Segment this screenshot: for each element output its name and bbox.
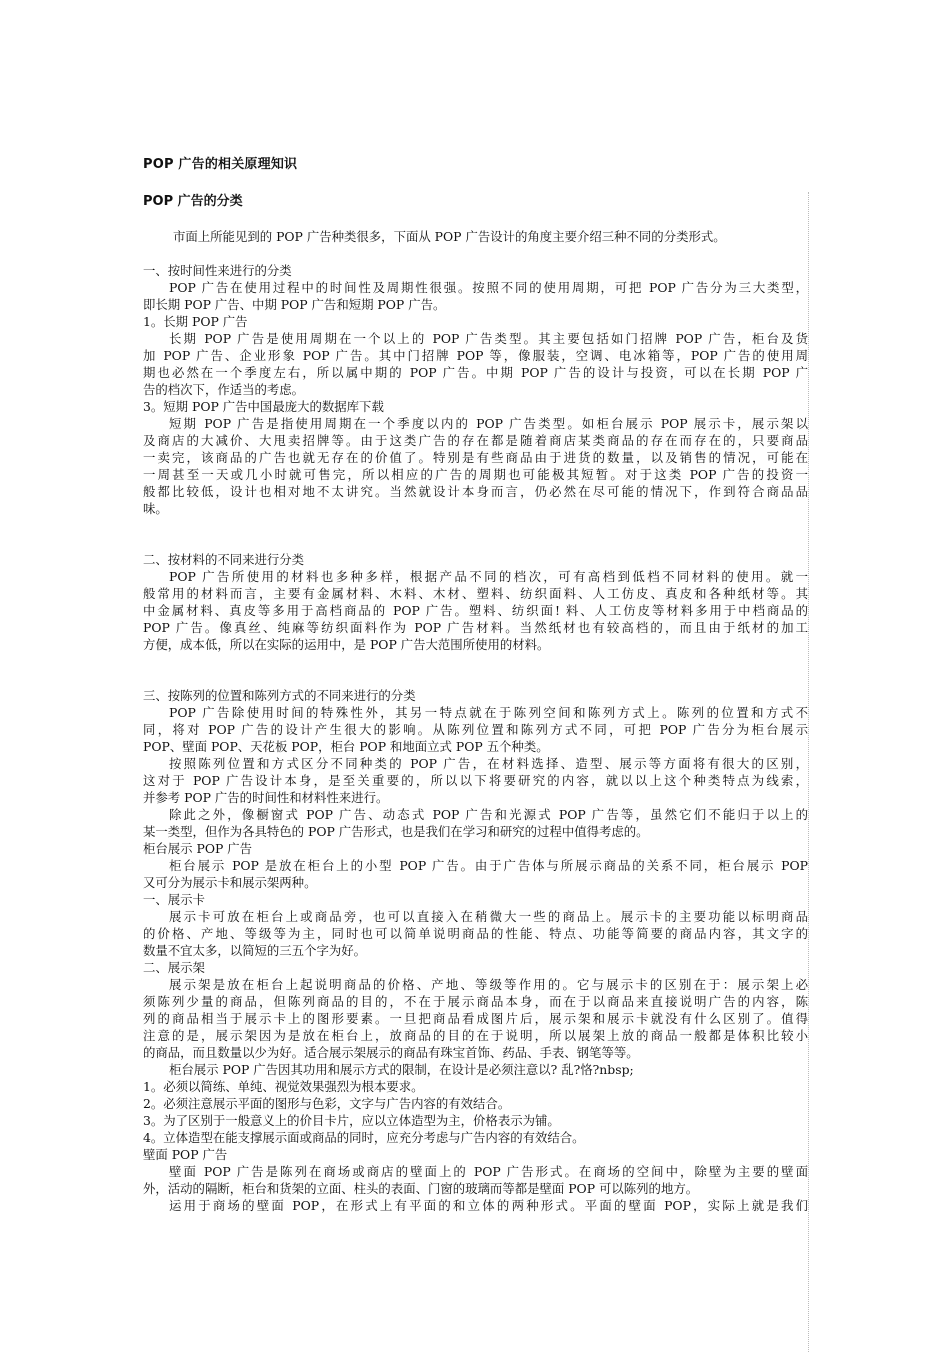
- paragraph-line: 展示架是放在柜台上起说明商品的价格、产地、等级等作用的。它与展示卡的区别在于：展示架上必: [169, 977, 808, 992]
- section-title: POP 广告的分类: [143, 194, 243, 209]
- heading-line: 一、按时间性来进行的分类: [143, 263, 292, 278]
- paragraph-line: POP 广告在使用过程中的时间性及周期性很强。按照不同的使用周期，可把 POP 广告分为三大类型，: [169, 280, 808, 295]
- list-item: 3。为了区别于一般意义上的价目卡片，应以立体造型为主，价格表示为铺。: [143, 1113, 560, 1128]
- paragraph-line: 中金属材料、真皮等多用于高档商品的 POP 广告。塑料、纺织面! 料、人工仿皮等材料多用于中档商品的: [143, 603, 808, 618]
- paragraph-line: 外，活动的隔断，柜台和货架的立面、柱头的表面、门窗的玻璃而等都是壁面 POP 可以陈列的地方。: [143, 1181, 699, 1196]
- heading-line: 二、按材料的不同来进行分类: [143, 552, 305, 567]
- list-item: 4。立体造型在能支撑展示面或商品的同时，应充分考虑与广告内容的有效结合。: [143, 1130, 585, 1145]
- paragraph-line: 加 POP 广告、企业形象 POP 广告。其中门招牌 POP 等，像服装，空调、电冰箱等，POP 广告的使用周: [143, 348, 808, 363]
- paragraph-line: POP 广告所使用的材料也多种多样，根据产品不同的档次，可有高档到低档不同材料的使用。就一: [169, 569, 808, 584]
- list-item: 2。必须注意展示平面的图形与色彩，文字与广告内容的有效结合。: [143, 1096, 511, 1111]
- heading-line: 柜台展示 POP 广告: [143, 841, 253, 856]
- paragraph-line: 这对于 POP 广告设计本身，是至关重要的，所以以下将要研究的内容，就以以上这个种类特点为线索，: [143, 773, 808, 788]
- paragraph-line: POP 广告除使用时间的特殊性外，其另一特点就在于陈列空间和陈列方式上。陈列的位置和方式不: [169, 705, 808, 720]
- paragraph-line: 列的商品相当于展示卡上的图形要素。一旦把商品看成图片后，展示架和展示卡就没有什么区别了。值得: [143, 1011, 808, 1026]
- paragraph-line: 须陈列少量的商品，但陈列商品的目的，不在于展示商品本身，而在于以商品来直接说明广告的内容，陈: [143, 994, 808, 1009]
- paragraph-line: 同，将对 POP 广告的设计产生很大的影响。从陈列位置和陈列方式不同，可把 POP 广告分为柜台展示: [143, 722, 808, 737]
- paragraph-line: 注意的是，展示架因为是放在柜台上，放商品的目的在于说明，所以展架上放的商品一般都是体积比较小: [143, 1028, 808, 1043]
- paragraph-line: 的价格、产地、等级等为主，同时也可以简单说明商品的性能、特点、功能等简要的商品内容，其文字的: [143, 926, 808, 941]
- paragraph-line: 柜台展示 POP 是放在柜台上的小型 POP 广告。由于广告体与所展示商品的关系不同，柜台展示 POP: [169, 858, 808, 873]
- heading-line: 1。长期 POP 广告: [143, 314, 248, 329]
- paragraph-line: 按照陈列位置和方式区分不同种类的 POP 广告，在材料选择、造型、展示等方面将有很大的区别，: [169, 756, 808, 771]
- paragraph-line: 般都比较低，设计也相对地不太讲究。当然就设计本身而言，仍必然在尽可能的情况下，作到符合商品品: [143, 484, 808, 499]
- paragraph-line: 市面上所能见到的 POP 广告种类很多，下面从 POP 广告设计的角度主要介绍三种不同的分类形式。: [173, 229, 726, 244]
- paragraph-line: 一周甚至一天或几小时就可售完，所以相应的广告的周期也可能极其短暂。对于这类 POP 广告的投资一: [143, 467, 808, 482]
- paragraph-line: 短期 POP 广告是指使用周期在一个季度以内的 POP 广告类型。如柜台展示 POP 展示卡，展示架以: [169, 416, 808, 431]
- paragraph-line: 即长期 POP 广告、中期 POP 广告和短期 POP 广告。: [143, 297, 446, 312]
- paragraph-line: 期也必然在一个季度左右，所以属中期的 POP 广告。中期 POP 广告的设计与投资，可以在长期 POP 广: [143, 365, 808, 380]
- paragraph-line: 长期 POP 广告是使用周期在一个以上的 POP 广告类型。其主要包括如门招牌 POP 广告，柜台及货: [169, 331, 808, 346]
- heading-line: 二、展示架: [143, 960, 205, 975]
- paragraph-line: 数量不宜太多，以简短的三五个字为好。: [143, 943, 367, 958]
- paragraph-line: 柜台展示 POP 广告因其功用和展示方式的限制，在设计是必须注意以? 乱?恪?nbsp;: [169, 1062, 634, 1077]
- list-item: 1。必须以简练、单纯、视觉效果强烈为根本要求。: [143, 1079, 424, 1094]
- paragraph-line: POP、壁面 POP、天花板 POP，柜台 POP 和地面立式 POP 五个种类。: [143, 739, 549, 754]
- paragraph-line: 壁面 POP 广告是陈列在商场或商店的壁面上的 POP 广告形式。在商场的空间中，除壁为主要的壁面: [169, 1164, 808, 1179]
- paragraph-line: 味。: [143, 501, 168, 516]
- paragraph-line: 除此之外，像橱窗式 POP 广告、动态式 POP 广告和光源式 POP 广告等，虽然它们不能归于以上的: [169, 807, 808, 822]
- paragraph-line: 运用于商场的壁面 POP，在形式上有平面的和立体的两种形式。平面的壁面 POP，实际上就是我们: [169, 1198, 808, 1213]
- heading-line: 一、展示卡: [143, 892, 205, 907]
- paragraph-line: 般常用的材料而言，主要有金属材料、木料、木材、塑料、纺织面料、人工仿皮、真皮和各种纸材等。其: [143, 586, 808, 601]
- paragraph-line: 并参考 POP 广告的时间性和材料性来进行。: [143, 790, 389, 805]
- paragraph-line: 展示卡可放在柜台上或商品旁，也可以直接入在稍微大一些的商品上。展示卡的主要功能以标明商品: [169, 909, 808, 924]
- paragraph-line: 又可分为展示卡和展示架两种。: [143, 875, 317, 890]
- heading-line: 壁面 POP 广告: [143, 1147, 228, 1162]
- paragraph-line: 告的档次下，作适当的考虑。: [143, 382, 305, 397]
- heading-line: 3。短期 POP 广告中国最庞大的数据库下载: [143, 399, 384, 414]
- document-text: [143, 228, 808, 1214]
- paragraph-line: 方便，成本低，所以在实际的运用中，是 POP 广告大范围所使用的材料。: [143, 637, 550, 652]
- paragraph-line: POP 广告。像真丝、纯麻等纺织面料作为 POP 广告材料。当然纸材也有较高档的，而且由于纸材的加工: [143, 620, 808, 635]
- paragraph-line: 一卖完，该商品的广告也就无存在的价值了。特别是有些商品由于进货的数量，以及销售的情况，可能在: [143, 450, 808, 465]
- document-body: [143, 192, 809, 1352]
- paragraph-line: 某一类型，但作为各具特色的 POP 广告形式，也是我们在学习和研究的过程中值得考虑的。: [143, 824, 649, 839]
- paragraph-line: 及商店的大减价、大甩卖招牌等。由于这类广告的存在都是随着商店某类商品的存在而存在的，只要商品: [143, 433, 808, 448]
- paragraph-line: 的商品，而且数量以少为好。适合展示架展示的商品有珠宝首饰、药品、手表、钢笔等等。: [143, 1045, 639, 1060]
- page-title: POP 广告的相关原理知识: [143, 157, 298, 172]
- heading-line: 三、按陈列的位置和陈列方式的不同来进行的分类: [143, 688, 416, 703]
